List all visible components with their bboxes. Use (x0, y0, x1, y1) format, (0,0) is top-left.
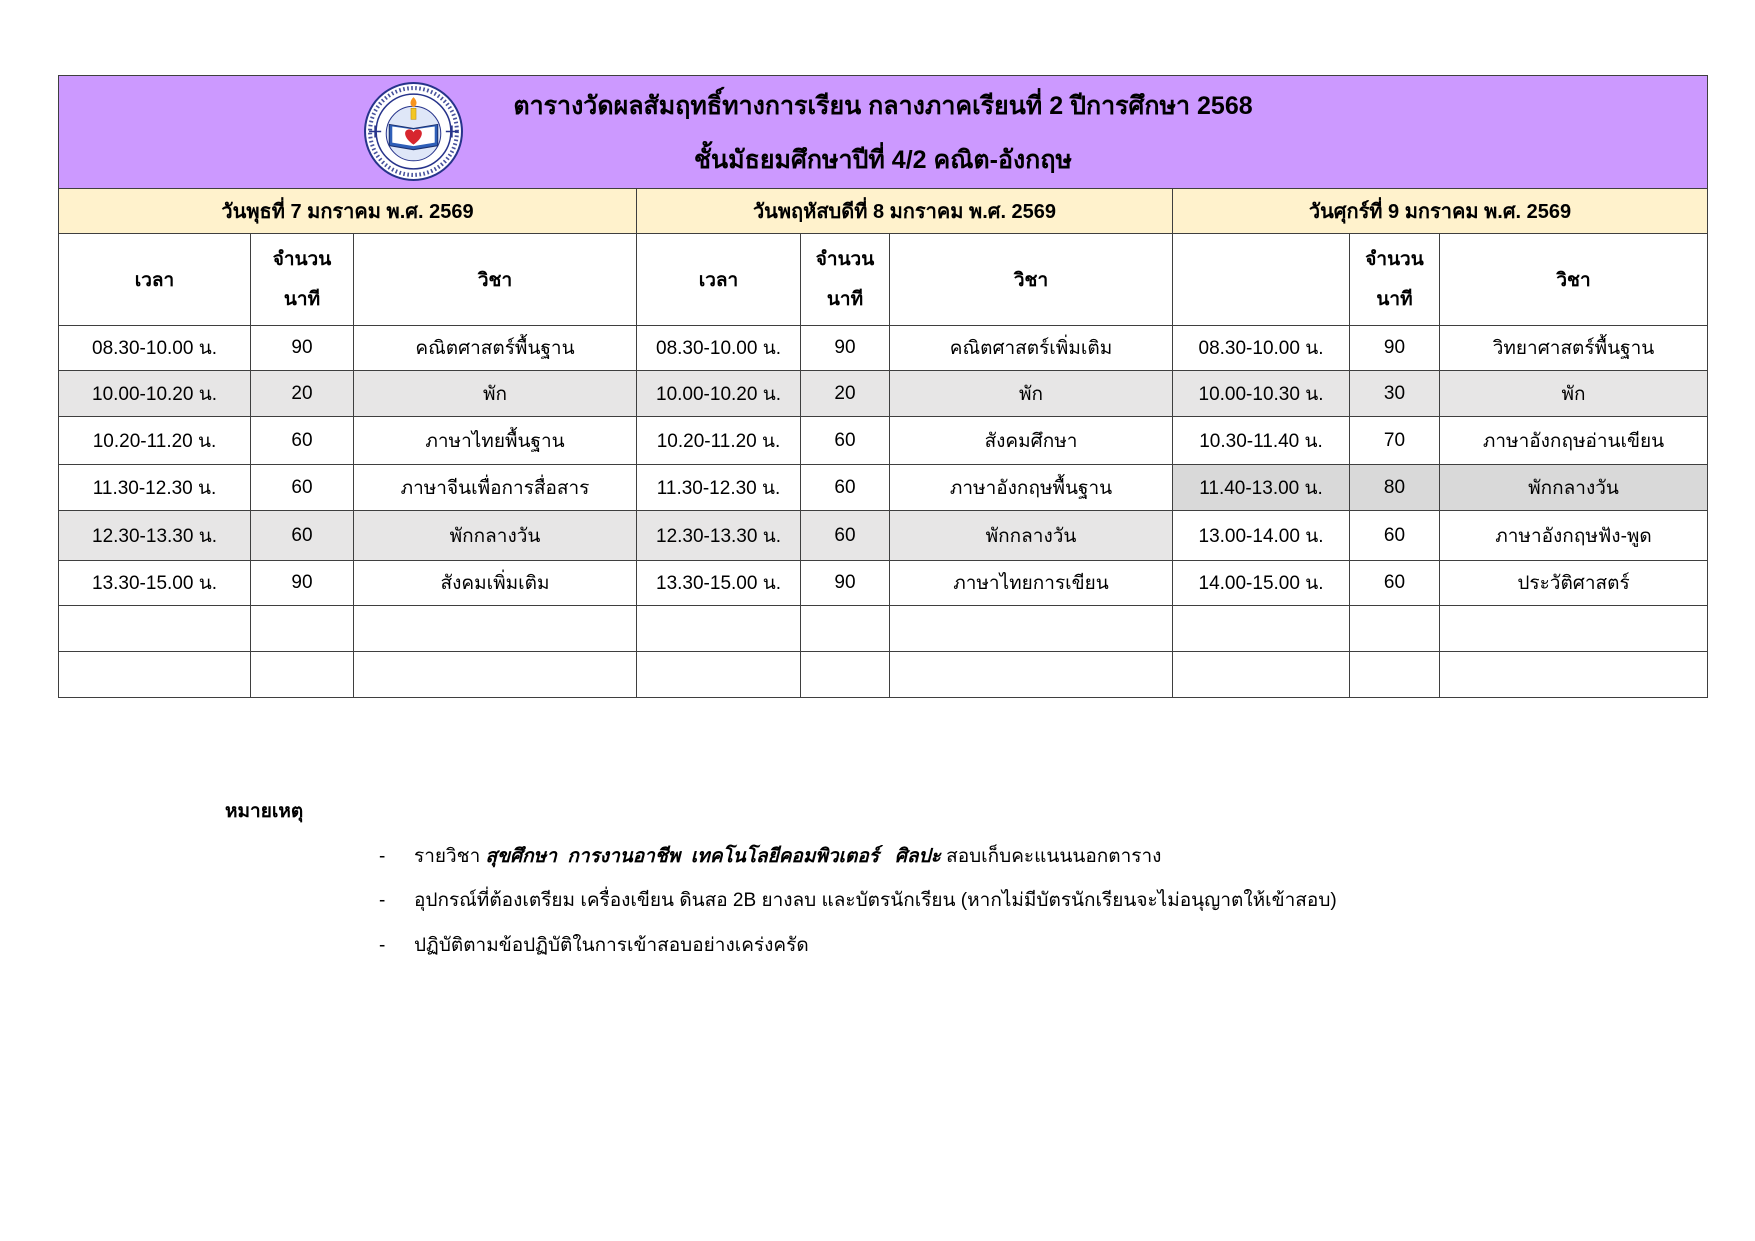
day-header-friday: วันศุกร์ที่ 9 มกราคม พ.ศ. 2569 (1173, 189, 1708, 234)
time-cell: 11.40-13.00 น. (1173, 465, 1350, 511)
time-cell: 12.30-13.30 น. (637, 511, 801, 561)
empty-table-row (59, 652, 1708, 698)
minutes-cell: 60 (251, 511, 354, 561)
subject-cell: สังคมเพิ่มเติม (354, 561, 637, 606)
note-bullet: - (379, 890, 386, 911)
empty-cell (801, 606, 890, 652)
subject-cell: พัก (1440, 371, 1708, 417)
minutes-cell: 60 (1350, 511, 1440, 561)
schedule-title: ตารางวัดผลสัมฤทธิ์ทางการเรียน กลางภาคเรียนที่ 2 ปีการศึกษา 2568 (513, 92, 1253, 120)
empty-cell (890, 606, 1173, 652)
minutes-header-line2: นาที (283, 288, 321, 310)
column-header-time (1173, 234, 1350, 326)
table-row (59, 511, 1708, 561)
subject-cell: พักกลางวัน (1440, 465, 1708, 511)
note-item (379, 888, 1337, 914)
time-cell: 14.00-15.00 น. (1173, 561, 1350, 606)
time-cell: 08.30-10.00 น. (1173, 326, 1350, 371)
time-cell: 10.20-11.20 น. (637, 417, 801, 465)
minutes-header-line2: นาที (1376, 288, 1413, 310)
minutes-cell: 60 (251, 465, 354, 511)
time-cell: 10.00-10.30 น. (1173, 371, 1350, 417)
column-header-minutes (801, 234, 890, 326)
table-row (59, 371, 1708, 417)
day-header-thursday: วันพฤหัสบดีที่ 8 มกราคม พ.ศ. 2569 (637, 189, 1173, 234)
minutes-cell: 90 (801, 561, 890, 606)
minutes-cell: 30 (1350, 371, 1440, 417)
empty-cell (1173, 606, 1350, 652)
empty-cell (1173, 652, 1350, 698)
empty-table-row (59, 606, 1708, 652)
note-bullet: - (379, 935, 386, 956)
subject-cell: คณิตศาสตร์เพิ่มเติม (890, 326, 1173, 371)
subject-cell: ภาษาอังกฤษพื้นฐาน (890, 465, 1173, 511)
minutes-cell: 90 (1350, 326, 1440, 371)
time-cell: 10.00-10.20 น. (59, 371, 251, 417)
empty-cell (801, 652, 890, 698)
schedule-subtitle: ชั้นมัธยมศึกษาปีที่ 4/2 คณิต-อังกฤษ (694, 146, 1072, 174)
minutes-cell: 90 (251, 561, 354, 606)
column-header-minutes (1350, 234, 1440, 326)
column-header-subject: วิชา (354, 234, 637, 326)
day-header-row (59, 189, 1708, 234)
minutes-cell: 80 (1350, 465, 1440, 511)
minutes-cell: 60 (801, 511, 890, 561)
time-cell: 13.30-15.00 น. (637, 561, 801, 606)
column-header-subject: วิชา (1440, 234, 1708, 326)
note-suffix: สอบเก็บคะแนนนอกตาราง (940, 846, 1162, 867)
subject-cell: พักกลางวัน (890, 511, 1173, 561)
empty-cell (1350, 606, 1440, 652)
title-row (59, 76, 1708, 189)
exam-schedule-table (58, 75, 1708, 698)
minutes-cell: 20 (251, 371, 354, 417)
empty-cell (1350, 652, 1440, 698)
empty-cell (59, 652, 251, 698)
time-cell: 11.30-12.30 น. (637, 465, 801, 511)
time-cell: 10.30-11.40 น. (1173, 417, 1350, 465)
table-row (59, 561, 1708, 606)
subject-cell: ภาษาไทยพื้นฐาน (354, 417, 637, 465)
note-text: ปฏิบัติตามข้อปฏิบัติในการเข้าสอบอย่างเคร่งครัด (414, 935, 809, 956)
empty-cell (59, 606, 251, 652)
time-cell: 13.00-14.00 น. (1173, 511, 1350, 561)
subject-cell: พัก (354, 371, 637, 417)
empty-cell (251, 606, 354, 652)
column-header-time: เวลา (637, 234, 801, 326)
time-cell: 12.30-13.30 น. (59, 511, 251, 561)
notes-heading: หมายเหตุ (225, 801, 304, 822)
empty-cell (1440, 652, 1708, 698)
subject-cell: ภาษาจีนเพื่อการสื่อสาร (354, 465, 637, 511)
minutes-cell: 60 (801, 465, 890, 511)
subject-cell: ประวัติศาสตร์ (1440, 561, 1708, 606)
table-row (59, 465, 1708, 511)
time-cell: 08.30-10.00 น. (637, 326, 801, 371)
subject-cell: ภาษาอังกฤษอ่านเขียน (1440, 417, 1708, 465)
empty-cell (354, 652, 637, 698)
note-item (379, 933, 809, 959)
subject-cell: ภาษาอังกฤษฟัง-พูด (1440, 511, 1708, 561)
minutes-cell: 60 (1350, 561, 1440, 606)
time-cell: 13.30-15.00 น. (59, 561, 251, 606)
minutes-cell: 60 (251, 417, 354, 465)
column-header-row (59, 234, 1708, 326)
day-header-wednesday: วันพุธที่ 7 มกราคม พ.ศ. 2569 (59, 189, 637, 234)
table-row (59, 417, 1708, 465)
minutes-cell: 90 (801, 326, 890, 371)
table-row (59, 326, 1708, 371)
minutes-header-line1: จำนวน (815, 248, 875, 270)
time-cell: 11.30-12.30 น. (59, 465, 251, 511)
empty-cell (637, 606, 801, 652)
empty-cell (1440, 606, 1708, 652)
minutes-cell: 90 (251, 326, 354, 371)
empty-cell (637, 652, 801, 698)
subject-cell: วิทยาศาสตร์พื้นฐาน (1440, 326, 1708, 371)
subject-cell: สังคมศึกษา (890, 417, 1173, 465)
note-subjects-emphasis: สุขศึกษา การงานอาชีพ เทคโนโลยีคอมพิวเตอร์ ศิลปะ (485, 846, 941, 867)
column-header-minutes (251, 234, 354, 326)
subject-cell: พักกลางวัน (354, 511, 637, 561)
note-prefix: รายวิชา (414, 846, 486, 867)
column-header-time: เวลา (59, 234, 251, 326)
note-bullet: - (379, 846, 386, 867)
empty-cell (251, 652, 354, 698)
time-cell: 08.30-10.00 น. (59, 326, 251, 371)
minutes-header-line1: จำนวน (272, 248, 332, 270)
column-header-subject: วิชา (890, 234, 1173, 326)
minutes-cell: 60 (801, 417, 890, 465)
minutes-header-line2: นาที (826, 288, 864, 310)
time-cell: 10.00-10.20 น. (637, 371, 801, 417)
minutes-header-line1: จำนวน (1365, 248, 1424, 270)
schedule-header (59, 76, 1708, 189)
subject-cell: คณิตศาสตร์พื้นฐาน (354, 326, 637, 371)
empty-cell (354, 606, 637, 652)
minutes-cell: 20 (801, 371, 890, 417)
time-cell: 10.20-11.20 น. (59, 417, 251, 465)
note-text: อุปกรณ์ที่ต้องเตรียม เครื่องเขียน ดินสอ 2B ยางลบ และบัตรนักเรียน (หากไม่มีบัตรนักเรียนจะไม่อนุญาตให้เข้าสอบ) (414, 890, 1337, 911)
note-item (379, 844, 1161, 870)
empty-cell (890, 652, 1173, 698)
subject-cell: ภาษาไทยการเขียน (890, 561, 1173, 606)
subject-cell: พัก (890, 371, 1173, 417)
minutes-cell: 70 (1350, 417, 1440, 465)
